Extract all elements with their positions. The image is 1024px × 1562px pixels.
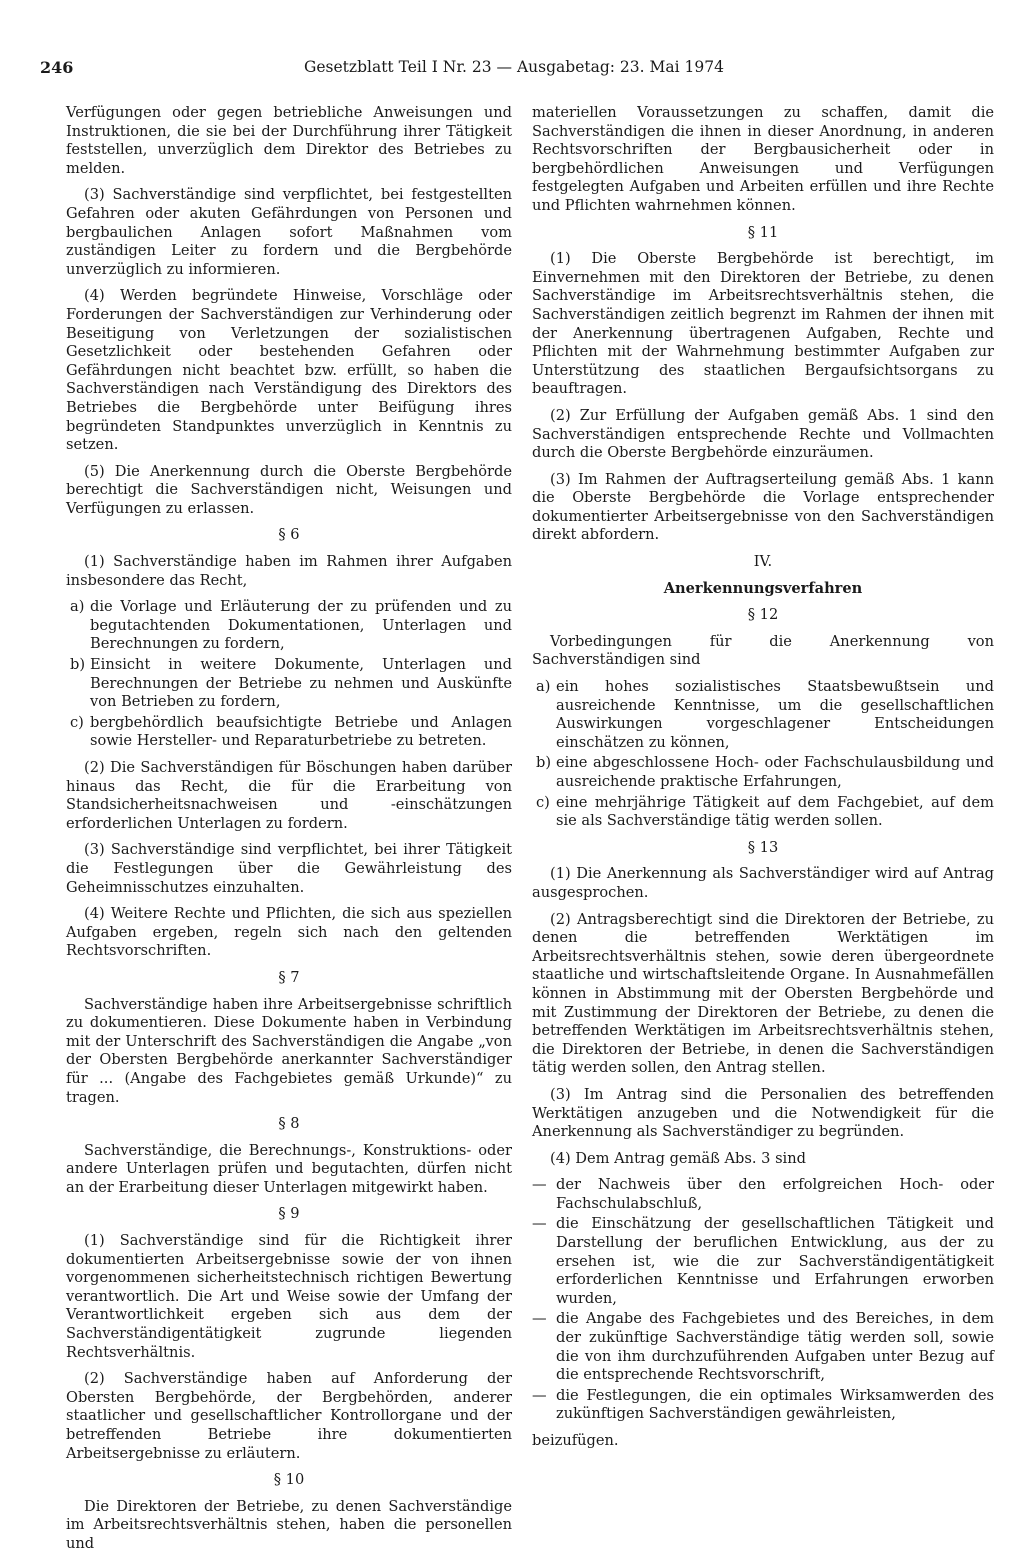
dash-list [532,1176,994,1424]
list-dash: — [532,1176,547,1194]
list-text: der Nachweis über den erfolgreichen Hoch- oder Fachschulabschluß, [556,1176,994,1212]
section-heading: § 9 [278,1205,300,1223]
list-item [66,656,512,712]
list-label: b) [70,656,86,674]
list-label: c) [536,793,550,811]
page-header [40,58,990,84]
section-heading: § 12 [747,606,779,624]
list-dash: — [532,1215,547,1233]
enumerated-list [66,598,512,751]
list-text: eine abgeschlossene Hoch- oder Fachschulausbildung und ausreichende praktische Erfahrungen, [556,754,994,790]
paragraph: (4) Dem Antrag gemäß Abs. 3 sind [550,1149,806,1167]
list-text: die Festlegungen, die ein optimales Wirksamwerden des zukünftigen Sachverständigen gewährleisten, [556,1386,994,1423]
list-item [532,754,994,791]
paragraph: (3) Sachverständige sind verpflichtet, bei festgestellten Gefahren oder akuten Gefährdungen von Personen und bergbaulichen Anlagen sofort Maßnahmen vom zuständigen Leiter zu fordern und die Bergbehörde unverzüglich zu informieren. [66,186,512,278]
list-text: die Angabe des Fachgebietes und des Bereiches, in dem der zukünftige Sachverständige tätig werden soll, sowie die von ihm durchzuführenden Aufgaben unter Bezug auf die entsprechende Rechtsvorschrift, [556,1310,994,1384]
list-item [532,794,994,831]
paragraph: (4) Werden begründete Hinweise, Vorschläge oder Forderungen der Sachverständigen zur Verhinderung oder Beseitigung von Verletzungen der sozialistischen Gesetzlichkeit oder bestehenden Gefahren oder Gefährdungen nicht beachtet bzw. erfüllt, so haben die Sachverständigen nach Verständigung des Direktors des Betriebes die Bergbehörde unter Beifügung ihres begründeten Standpunktes unverzüglich in Kenntnis zu setzen. [66,287,512,454]
paragraph: Die Direktoren der Betriebe, zu denen Sachverständige im Arbeitsrechtsverhältnis stehen, haben die personellen und [66,1497,512,1552]
list-dash: — [532,1386,547,1404]
paragraph: (1) Sachverständige sind für die Richtigkeit ihrer dokumentierten Arbeitsergebnisse sowie der von ihnen vorgenommenen sicherheitstechnisch richtigen Bewertung verantwortlich. Die Art und Weise sowie der Umfang der Verantwortlichkeit ergeben sich aus dem der Sachverständigentätigkeit zugrunde liegenden Rechtsverhältnis. [66,1232,512,1361]
section-heading: § 7 [278,968,300,986]
paragraph: Verfügungen oder gegen betriebliche Anweisungen und Instruktionen, die sie bei der Durchführung ihrer Tätigkeit feststellen, unverzüglich dem Direktor des Betriebes zu melden. [66,104,512,177]
enumerated-list [532,678,994,831]
list-label: c) [70,713,84,731]
paragraph: Vorbedingungen für die Anerkennung von Sachverständigen sind [532,632,994,669]
list-item [532,1176,994,1213]
list-text: die Vorlage und Erläuterung der zu prüfenden und zu begutachtenden Dokumentationen, Unterlagen und Berechnungen zu fordern, [90,598,512,653]
list-item [532,678,994,752]
section-heading: § 6 [278,526,300,544]
list-text: Einsicht in weitere Dokumente, Unterlagen und Berechnungen der Betriebe zu nehmen und Auskünfte von Betrieben zu fordern, [90,656,512,711]
paragraph: (2) Die Sachverständigen für Böschungen haben darüber hinaus das Recht, die für die Erarbeitung von Standsicherheitsnachweisen und -einschätzungen erforderlichen Unterlagen zu fordern. [66,759,512,832]
paragraph: Sachverständige, die Berechnungs-, Konstruktions- oder andere Unterlagen prüfen und begutachten, dürfen nicht an der Erarbeitung dieser Unterlagen mitgewirkt haben. [66,1141,512,1196]
right-column [532,104,994,1459]
list-label: a) [536,678,551,696]
list-item [532,1310,994,1384]
left-column [66,104,512,1562]
paragraph: Sachverständige haben ihre Arbeitsergebnisse schriftlich zu dokumentieren. Diese Dokumente haben in Verbindung mit der Unterschrift des Sachverständigen die Angabe „von der Obersten Bergbehörde anerkannter Sachverständiger für ... (Angabe des Fachgebietes gemäß Urkunde)“ zu tragen. [66,995,512,1106]
list-text: ein hohes sozialistisches Staatsbewußtsein und ausreichende Kenntnisse, um die gesellschaftlichen Auswirkungen vorgeschlagener Entscheidungen einschätzen zu können, [556,678,994,751]
list-dash: — [532,1310,547,1328]
section-heading: § 8 [278,1115,300,1133]
section-heading: § 10 [273,1471,305,1489]
part-number: IV. [753,553,773,571]
list-text: die Einschätzung der gesellschaftlichen Tätigkeit und Darstellung der beruflichen Entwicklung, aus der zu ersehen ist, wie die zur Sachverständigentätigkeit erforderlichen Kenntnisse und Erfahrungen erworben wurden, [556,1215,994,1307]
paragraph: (3) Im Rahmen der Auftragserteilung gemäß Abs. 1 kann die Oberste Bergbehörde die Vorlage entsprechender dokumentierter Arbeitsergebnisse von den Sachverständigen direkt abfordern. [532,470,994,544]
section-heading: § 13 [747,838,779,856]
list-label: a) [70,598,85,616]
paragraph: (3) Im Antrag sind die Personalien des betreffenden Werktätigen anzugeben und die Notwendigkeit für die Anerkennung als Sachverständiger zu begründen. [532,1085,994,1141]
running-title: Gesetzblatt Teil I Nr. 23 — Ausgabetag: 23. Mai 1974 [304,58,724,76]
page-number: 246 [40,58,74,77]
section-heading: § 11 [747,223,779,241]
paragraph: (2) Antragsberechtigt sind die Direktoren der Betriebe, zu denen die betreffenden Werktätigen im Arbeitsrechtsverhältnis stehen, sowie deren übergeordnete staatliche und wirtschaftsleitende Organe. In Ausnahmefällen können in Abstimmung mit der Obersten Bergbehörde und mit Zustimmung der Direktoren der Betriebe, zu denen die betreffenden Werktätigen im Arbeitsrechtsverhältnis stehen, die Direktoren der Betriebe, in denen die Sachverständigen tätig werden sollen, den Antrag stellen. [532,910,994,1077]
paragraph: (2) Sachverständige haben auf Anforderung der Obersten Bergbehörde, der Bergbehörden, anderer staatlicher und gesellschaftlicher Kontrollorgane und der betreffenden Betriebe ihre dokumentierten Arbeitsergebnisse zu erläutern. [66,1370,512,1462]
list-item [66,598,512,654]
list-item [532,1387,994,1424]
list-item [532,1215,994,1308]
paragraph: materiellen Voraussetzungen zu schaffen, damit die Sachverständigen die ihnen in dieser Anordnung, in anderen Rechtsvorschriften der Bergbausicherheit oder in bergbehördlichen Anweisungen und Verfügungen festgelegten Aufgaben und Arbeiten erfüllen und ihre Rechte und Pflichten wahrnehmen können. [532,104,994,214]
paragraph: (1) Die Oberste Bergbehörde ist berechtigt, im Einvernehmen mit den Direktoren der Betriebe, zu denen Sachverständige im Arbeitsrechtsverhältnis stehen, die Sachverständigen zeitlich begrenzt im Rahmen der ihnen mit der Anerkennung übertragenen Aufgaben, Rechte und Pflichten mit der Wahrnehmung bestimmter Aufgaben zur Unterstützung des staatlichen Bergaufsichtsorgans zu beauftragen. [532,250,994,398]
paragraph: (4) Weitere Rechte und Pflichten, die sich aus speziellen Aufgaben ergeben, regeln sich nach den geltenden Rechtsvorschriften. [66,905,512,960]
part-title: Anerkennungsverfahren [663,579,863,597]
list-item [66,714,512,751]
paragraph: (1) Die Anerkennung als Sachverständiger wird auf Antrag ausgesprochen. [532,865,994,901]
paragraph: (2) Zur Erfüllung der Aufgaben gemäß Abs. 1 sind den Sachverständigen entsprechende Rechte und Vollmachten durch die Oberste Bergbehörde einzuräumen. [532,406,994,462]
paragraph: (3) Sachverständige sind verpflichtet, bei ihrer Tätigkeit die Festlegungen über die Gewährleistung des Geheimnisschutzes einzuhalten. [66,841,512,896]
list-text: bergbehördlich beaufsichtigte Betriebe und Anlagen sowie Hersteller- und Reparaturbetriebe zu betreten. [90,713,512,750]
paragraph: (1) Sachverständige haben im Rahmen ihrer Aufgaben insbesondere das Recht, [66,553,512,589]
list-text: eine mehrjährige Tätigkeit auf dem Fachgebiet, auf dem sie als Sachverständige tätig werden sollen. [556,793,994,830]
paragraph: (5) Die Anerkennung durch die Oberste Bergbehörde berechtigt die Sachverständigen nicht, Weisungen und Verfügungen zu erlassen. [66,462,512,517]
paragraph: beizufügen. [532,1432,619,1449]
list-label: b) [536,754,552,772]
